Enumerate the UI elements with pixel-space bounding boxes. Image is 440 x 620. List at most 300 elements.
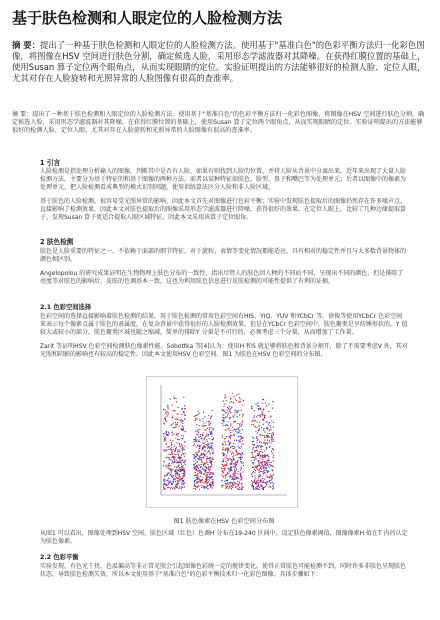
figure-point [229,487,230,488]
paragraph: 人脸检测是指处理分析输入的图像，判断其中是否有人脸，如果有则找到人脸的位置，并将人脸从背景中分离出来。近年来出现了大量人脸检测方法，主要分为基于特征的和基于图像的两种方法。前者以某种特征如肤色、脸型、鼻子和嘴巴等为处理单元；后者以图像中的像素为处理单元，把人脸检测看成典型的模式识别问题，使用训练算法区分人脸和非人脸区域。 [40,168,407,191]
figure-point [270,425,271,426]
figure-point [185,464,186,465]
figure-point [206,435,207,436]
figure-point [183,483,184,484]
figure-point [260,455,261,456]
figure-point [211,439,212,440]
figure-point [256,416,257,417]
figure-point [271,435,272,436]
figure-point [233,478,234,479]
figure-point [199,456,200,457]
figure-point [225,441,226,442]
figure-point [229,486,230,487]
figure-point [268,456,269,457]
figure-point [184,419,185,420]
figure-point [255,478,256,479]
figure-point [242,405,243,406]
figure-point [258,470,259,471]
figure-point [251,474,252,475]
figure-point [206,458,207,459]
figure-point [173,481,174,482]
figure-point [223,460,224,461]
figure-point [222,449,223,450]
figure-point [194,475,195,476]
figure-point [163,434,164,435]
figure-point [273,473,274,474]
figure-point [207,446,208,447]
figure-point [272,438,273,439]
figure-point [257,469,258,470]
figure-point [222,485,223,486]
figure-point [204,466,205,467]
figure-point [254,479,255,480]
figure-point [228,421,229,422]
figure-point [171,442,172,443]
figure-point [185,408,186,409]
figure-point [260,467,261,468]
figure-point [195,456,196,457]
figure-point [171,424,172,425]
page-title: 基于肤色检测和人眼定位的人脸检测方法 [12,9,283,27]
figure-point [263,428,264,429]
figure-point [267,428,268,429]
figure-point [252,462,253,463]
figure-point [205,429,206,430]
figure-point [182,445,183,446]
figure-point [234,429,235,430]
figure-point [177,472,178,473]
figure-point [231,435,232,436]
figure-point [224,470,225,471]
figure-point [253,447,254,448]
figure-point [234,484,235,485]
figure-point [181,444,182,445]
figure-point [252,472,253,473]
figure-point [210,467,211,468]
figure-point [178,478,179,479]
figure-point [258,460,259,461]
figure-point [181,482,182,483]
figure-point [270,427,271,428]
figure-point [211,447,212,448]
figure-point [165,420,166,421]
figure-point [197,434,198,435]
figure-point [184,456,185,457]
figure-point [234,473,235,474]
figure-point [201,462,202,463]
figure-point [264,417,265,418]
figure-point [268,471,269,472]
figure-point [178,414,179,415]
figure-point [181,484,182,485]
figure-point [167,407,168,408]
figure-point [172,434,173,435]
figure-point [264,487,265,488]
figure-point [169,433,170,434]
figure-point [171,469,172,470]
figure-point [260,447,261,448]
figure-point [253,457,254,458]
figure-point [174,398,175,399]
figure-point [171,447,172,448]
figure-point [196,446,197,447]
figure-point [240,439,241,440]
figure-point [240,459,241,460]
figure-point [243,415,244,416]
figure-point [209,480,210,481]
figure-point [177,414,178,415]
figure-point [200,457,201,458]
figure-point [166,457,167,458]
figure-point [264,461,265,462]
figure-point [175,476,176,477]
figure-point [242,437,243,438]
figure-point [200,482,201,483]
figure-point [177,422,178,423]
figure-point [237,416,238,417]
figure-point [195,420,196,421]
figure-point [229,428,230,429]
figure-point [208,464,209,465]
figure-point [259,472,260,473]
figure-point [232,393,233,394]
figure-point [263,480,264,481]
figure-point [235,409,236,410]
figure-point [198,446,199,447]
figure-plot [147,377,297,507]
figure-point [200,471,201,472]
figure-point [261,449,262,450]
figure-point [205,454,206,455]
subsection-heading: 2.1 色彩空间选择 [40,304,92,311]
figure-point [226,484,227,485]
figure-point [259,476,260,477]
figure-point [241,424,242,425]
figure-point [206,487,207,488]
figure-point [227,416,228,417]
figure-point [163,409,164,410]
figure-point [178,480,179,481]
figure-point [236,429,237,430]
figure-point [200,436,201,437]
figure-point [207,458,208,459]
figure-point [170,459,171,460]
figure-point [241,483,242,484]
figure-point [208,421,209,422]
figure-point [241,426,242,427]
figure-point [264,442,265,443]
figure-point [203,418,204,419]
figure-point [251,460,252,461]
figure-point [234,414,235,415]
figure-point [238,429,239,430]
figure-point [180,479,181,480]
figure-point [212,452,213,453]
figure-point [223,447,224,448]
figure-point [198,468,199,469]
figure-point [254,417,255,418]
figure-point [232,487,233,488]
figure-point [223,417,224,418]
figure-point [228,459,229,460]
figure-point [179,460,180,461]
figure-point [179,471,180,472]
figure-point [221,474,222,475]
figure-point [234,440,235,441]
figure-point [263,430,264,431]
figure-point [238,402,239,403]
figure-point [260,468,261,469]
figure-point [203,469,204,470]
figure-point [166,465,167,466]
figure-point [205,463,206,464]
figure-point [239,401,240,402]
figure-point [235,463,236,464]
figure-point [172,432,173,433]
figure-point [255,456,256,457]
figure-point [226,480,227,481]
figure-point [273,449,274,450]
figure-point [256,447,257,448]
figure-point [166,431,167,432]
paragraph: 从图1 可以看出，图像处理到HSV 空间，肤色区域（红色）色调H 分布在19-240 区间中。设定肤色像素阈值，图像像素H 值在T 内的认定为肤色像素。 [40,530,408,545]
figure-point [254,457,255,458]
figure-point [239,397,240,398]
figure-point [204,474,205,475]
figure-point [183,435,184,436]
figure-point [241,399,242,400]
figure-point [223,476,224,477]
figure-point [261,469,262,470]
figure-point [165,418,166,419]
figure-point [260,480,261,481]
figure-point [209,443,210,444]
figure-point [257,440,258,441]
figure-point [269,447,270,448]
figure-point [177,482,178,483]
figure-point [172,404,173,405]
figure-point [178,454,179,455]
figure-point [171,445,172,446]
figure-point [208,468,209,469]
figure-point [170,440,171,441]
figure-point [266,437,267,438]
figure-point [170,425,171,426]
figure-point [185,460,186,461]
figure-point [171,471,172,472]
figure-point [207,448,208,449]
figure-point [264,450,265,451]
figure-point [184,412,185,413]
figure-point [271,434,272,435]
figure-point [233,473,234,474]
figure-point [210,485,211,486]
figure-point [223,454,224,455]
figure-point [185,441,186,442]
figure-point [193,488,194,489]
figure-point [259,463,260,464]
figure-point [262,485,263,486]
figure-point [208,472,209,473]
figure-point [197,482,198,483]
figure-point [211,482,212,483]
figure-point [271,478,272,479]
figure-point [205,436,206,437]
figure-point [236,452,237,453]
figure-point [179,464,180,465]
figure-point [182,467,183,468]
figure-point [184,408,185,409]
figure-point [231,401,232,402]
figure-point [237,484,238,485]
figure-point [256,442,257,443]
figure-point [231,470,232,471]
figure-point [196,415,197,416]
figure-point [262,414,263,415]
figure-point [209,431,210,432]
abstract-secondary: 摘 要：提出了一种基于肤色检测和人眼定位的人脸检测方法。使用基于"基准白色"的色彩平衡方法归一化彩色图像，将图像在HSV 空间进行肤色分割，确定候选人脸，采用形态学滤波器对其降噪。在获得红膜位置的基础上，使用Susan 算子定位两个眼角点，从而实现眼睛的定位。实验证明提出的方法能够很好的检测人脸、定位人眼，尤其对存在人脸旋转和光照异常的人脸图像有很高的查准率。 [12,111,425,134]
figure-point [196,434,197,435]
figure-point [195,489,196,490]
figure-point [174,487,175,488]
figure-point [258,430,259,431]
figure-point [184,405,185,406]
figure-point [198,465,199,466]
figure-point [213,479,214,480]
figure-point [208,476,209,477]
figure-point [263,420,264,421]
figure-point [196,487,197,488]
figure-point [233,446,234,447]
figure-point [262,482,263,483]
figure-point [178,483,179,484]
figure-point [174,466,175,467]
figure-point [168,467,169,468]
figure-point [233,396,234,397]
figure-point [222,420,223,421]
figure-point [230,432,231,433]
figure-point [208,488,209,489]
figure-point [234,475,235,476]
figure-point [205,444,206,445]
figure-point [223,419,224,420]
figure-point [204,488,205,489]
figure-point [231,454,232,455]
figure-point [262,478,263,479]
figure-point [242,457,243,458]
figure-point [207,462,208,463]
figure-point [240,473,241,474]
figure-point [233,402,234,403]
figure-point [210,418,211,419]
figure-point [209,438,210,439]
figure-point [181,435,182,436]
figure-point [225,438,226,439]
figure-point [233,458,234,459]
figure-point [228,441,229,442]
figure-point [163,436,164,437]
figure-point [202,485,203,486]
figure-point [209,424,210,425]
figure-point [266,467,267,468]
figure-point [197,419,198,420]
figure-point [213,481,214,482]
figure-point [262,435,263,436]
figure-point [181,429,182,430]
figure-point [232,476,233,477]
figure-point [257,439,258,440]
figure-point [181,428,182,429]
figure-point [232,456,233,457]
figure-point [169,463,170,464]
figure-point [199,472,200,473]
figure-point [262,403,263,404]
figure-point [259,465,260,466]
figure-point [236,464,237,465]
figure-point [208,415,209,416]
figure-point [177,475,178,476]
figure-point [227,451,228,452]
figure-point [227,483,228,484]
figure-point [200,434,201,435]
figure-point [176,401,177,402]
figure-point [203,439,204,440]
figure-point [208,444,209,445]
figure-point [168,432,169,433]
subsection-heading: 2.2 色彩平衡 [40,554,79,561]
figure-point [228,408,229,409]
figure-point [208,479,209,480]
figure-point [203,457,204,458]
figure-point [226,462,227,463]
figure-point [263,488,264,489]
figure-point [198,452,199,453]
figure-point [203,487,204,488]
figure-point [265,402,266,403]
figure-point [260,416,261,417]
figure-point [206,479,207,480]
figure-point [179,488,180,489]
figure-point [269,467,270,468]
figure-point [263,409,264,410]
figure-point [204,425,205,426]
figure-point [232,482,233,483]
figure-point [251,480,252,481]
figure-point [164,441,165,442]
figure-point [273,401,274,402]
figure-point [174,410,175,411]
figure-point [271,465,272,466]
figure-point [243,462,244,463]
figure-point [226,424,227,425]
figure-point [239,441,240,442]
figure-point [171,463,172,464]
figure-point [271,429,272,430]
figure-point [208,467,209,468]
figure-point [255,487,256,488]
figure-point [269,486,270,487]
figure-point [172,469,173,470]
figure-point [195,460,196,461]
figure-point [207,452,208,453]
figure-point [239,489,240,490]
figure-point [204,463,205,464]
figure-point [268,459,269,460]
figure-point [166,449,167,450]
figure-point [221,480,222,481]
figure-point [171,452,172,453]
figure-point [230,398,231,399]
